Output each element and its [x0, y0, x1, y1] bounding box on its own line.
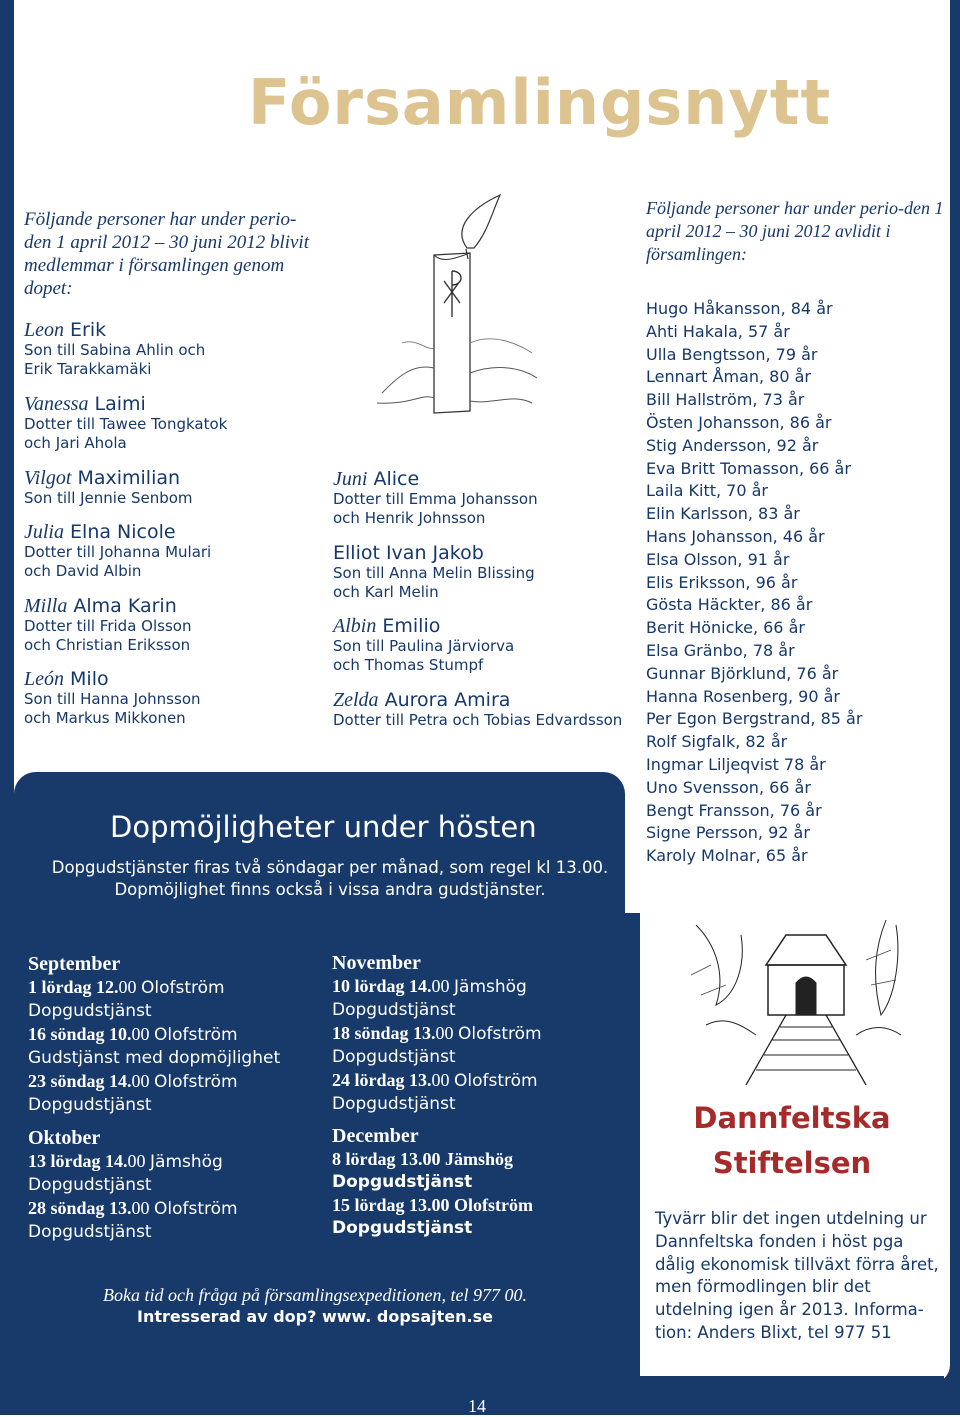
service-date: 23 söndag 14. [28, 1071, 132, 1091]
month-name: September [28, 953, 121, 975]
service-entry [332, 1194, 622, 1240]
deceased-person: Stig Andersson, 92 år [646, 435, 819, 455]
service-type: Dopgudstjänst [28, 1001, 152, 1021]
child-name [333, 542, 633, 564]
child-other-names: Erik [64, 319, 107, 341]
service-entry [28, 976, 318, 1023]
deceased-person: Elis Eriksson, 96 år [646, 572, 798, 592]
service-place: Olofström [154, 1072, 238, 1092]
service-type: Dopgudstjänst [28, 1095, 152, 1115]
baptism-entry [24, 521, 324, 581]
parents-line: och Jari Ahola [24, 434, 127, 452]
deceased-person: Laila Kitt, 70 år [646, 481, 768, 501]
child-first-name: Leon [24, 319, 64, 341]
child-name [24, 595, 324, 617]
service-entry [332, 1148, 622, 1194]
child-other-names: Elliot Ivan Jakob [333, 542, 484, 564]
parents-line: Son till Paulina Järviorva [333, 637, 515, 655]
parents-line: Son till Sabina Ahlin och [24, 341, 206, 359]
parents-line: Son till Hanna Johnsson [24, 690, 201, 708]
deceased-person: Uno Svensson, 66 år [646, 777, 811, 797]
child-first-name: Vilgot [24, 467, 72, 489]
month-name: November [332, 952, 421, 974]
child-name [24, 521, 324, 543]
service-entry [332, 1022, 622, 1069]
service-date: 13 lördag 14. [28, 1151, 128, 1171]
service-date: 16 söndag 10. [28, 1024, 132, 1044]
service-place: Olofström [154, 1199, 238, 1219]
dannfelt-title-line1: Dannfeltska [693, 1101, 891, 1135]
child-other-names: Aurora Amira [378, 689, 511, 711]
deceased-person: Per Egon Bergstrand, 85 år [646, 709, 863, 729]
service-entry [28, 1150, 318, 1197]
baptism-entry [24, 319, 324, 379]
baptism-entry [24, 668, 324, 728]
child-first-name: León [24, 668, 64, 690]
baptism-entry [333, 468, 633, 528]
service-date: 1 lördag 12. [28, 977, 119, 997]
month-name: December [332, 1125, 419, 1147]
service-time-rest: 00 [431, 976, 450, 996]
parents-line: och Christian Eriksson [24, 636, 191, 654]
deceased-person: Lennart Åman, 80 år [646, 367, 811, 387]
deceased-person: Ingmar Liljeqvist 78 år [646, 754, 826, 774]
baptism-entry [24, 393, 324, 453]
service-type: Dopgudstjänst [28, 1175, 152, 1195]
parents-line: och Markus Mikkonen [24, 709, 186, 727]
deceased-person: Bengt Fransson, 76 år [646, 800, 822, 820]
child-name [333, 468, 633, 490]
service-place: Olofström [154, 1025, 238, 1045]
parents-line: Dotter till Johanna Mulari [24, 543, 212, 561]
service-time-rest: 00 [118, 977, 137, 997]
interest-line: Intresserad av dop? www. dopsajten.se [137, 1307, 493, 1326]
service-type: Dopgudstjänst [332, 1047, 456, 1067]
baptism-entry [333, 689, 633, 730]
month-name: Oktober [28, 1127, 101, 1149]
parents-line: Son till Anna Melin Blissing [333, 564, 535, 582]
child-other-names: Alma Karin [67, 595, 177, 617]
dop-text-line2: Dopmöjlighet finns också i vissa andra gudstjänster. [114, 880, 546, 899]
parents-line: Son till Jennie Senbom [24, 489, 193, 507]
service-date: 18 söndag 13. [332, 1023, 436, 1043]
deceased-person: Elsa Olsson, 91 år [646, 549, 790, 569]
baptism-entry [24, 467, 324, 508]
deceased-person: Östen Johansson, 86 år [646, 412, 832, 432]
parents-line: och Henrik Johnsson [333, 509, 486, 527]
service-entry [28, 1197, 318, 1244]
deceased-person: Ulla Bengtsson, 79 år [646, 344, 818, 364]
month-block [332, 1125, 622, 1240]
dannfelt-title [640, 1096, 944, 1186]
child-first-name: Julia [24, 521, 64, 543]
dop-title: Dopmöjligheter under hösten [110, 810, 537, 844]
booking-info [40, 1284, 590, 1328]
service-place: Jämshög [454, 977, 527, 997]
child-first-name: Zelda [333, 689, 379, 711]
parents-line: och Karl Melin [333, 583, 439, 601]
child-other-names: Laimi [88, 393, 146, 415]
parents-line: Dotter till Emma Johansson [333, 490, 538, 508]
dannfelt-text: Tyvärr blir det ingen utdelning ur Dannfeltska fonden i höst pga dålig ekonomisk tillväxt förra året, men förmodlingen blir det utdelning igen år 2013. Informa-tion: Anders Blixt, tel 977 51 [655, 1209, 939, 1342]
service-date: 24 lördag 13. [332, 1070, 432, 1090]
deceased-person: Hans Johansson, 46 år [646, 526, 825, 546]
deceased-person: Eva Britt Tomasson, 66 år [646, 458, 851, 478]
child-other-names: Alice [367, 468, 420, 490]
deceased-person: Signe Persson, 92 år [646, 823, 810, 843]
service-entry [28, 1070, 318, 1117]
month-block [332, 952, 622, 1116]
booking-line: Boka tid och fråga på församlingsexpeditionen, tel 977 00. [103, 1285, 527, 1305]
deceased-person: Elin Karlsson, 83 år [646, 504, 800, 524]
deceased-person: Gösta Häckter, 86 år [646, 595, 813, 615]
parents-line: och Thomas Stumpf [333, 656, 484, 674]
child-name [24, 668, 324, 690]
service-type: Gudstjänst med dopmöjlighet [28, 1048, 281, 1068]
page-number: 14 [468, 1396, 486, 1416]
page-title: Församlingsnytt [248, 66, 832, 139]
service-date: 10 lördag 14. [332, 976, 432, 996]
chapel-illustration [686, 905, 906, 1085]
child-first-name: Albin [333, 615, 377, 637]
child-other-names: Milo [64, 668, 109, 690]
dop-text [40, 857, 620, 901]
service-date: 8 lördag 13.00 Jämshög [332, 1149, 514, 1169]
child-other-names: Maximilian [71, 467, 181, 489]
deceased-person: Ahti Hakala, 57 år [646, 321, 790, 341]
month-block [28, 953, 318, 1117]
parents-line: Dotter till Frida Olsson [24, 617, 192, 635]
service-entry [332, 1069, 622, 1116]
service-date: 15 lördag 13.00 Olofström [332, 1195, 533, 1215]
service-type: Dopgudstjänst [332, 1218, 473, 1238]
service-time-rest: 00 [131, 1024, 150, 1044]
deceased-person: Hanna Rosenberg, 90 år [646, 686, 840, 706]
baptism-entry [24, 595, 324, 655]
child-first-name: Juni [333, 468, 368, 490]
deceased-person: Rolf Sigfalk, 82 år [646, 732, 788, 752]
child-name [333, 689, 633, 711]
parents-line: Dotter till Tawee Tongkatok [24, 415, 228, 433]
parents-line: och David Albin [24, 562, 142, 580]
baptism-entry [333, 615, 633, 675]
deceased-person: Hugo Håkansson, 84 år [646, 299, 833, 318]
deceased-intro: Följande personer har under perio-den 1 april 2012 – 30 juni 2012 avlidit i församlingen: [646, 198, 944, 264]
child-name [24, 393, 324, 415]
child-first-name: Milla [24, 595, 68, 617]
service-type: Dopgudstjänst [332, 1000, 456, 1020]
service-type: Dopgudstjänst [332, 1094, 456, 1114]
parents-line: Dotter till Petra och Tobias Edvardsson [333, 711, 623, 729]
service-entry [332, 975, 622, 1022]
child-name [24, 467, 324, 489]
service-place: Olofström [458, 1024, 542, 1044]
service-time-rest: 00 [435, 1023, 454, 1043]
deceased-person: Elsa Gränbo, 78 år [646, 640, 795, 660]
child-first-name: Vanessa [24, 393, 89, 415]
child-other-names: Emilio [376, 615, 441, 637]
service-type: Dopgudstjänst [28, 1222, 152, 1242]
deceased-list [646, 298, 936, 868]
dannfelt-title-line2: Stiftelsen [712, 1146, 872, 1180]
deceased-person: Gunnar Björklund, 76 år [646, 663, 839, 683]
service-place: Olofström [141, 978, 225, 998]
dop-text-line1: Dopgudstjänster firas två söndagar per månad, som regel kl 13.00. [51, 858, 609, 877]
service-date: 28 söndag 13. [28, 1198, 132, 1218]
service-place: Jämshög [150, 1152, 223, 1172]
service-time-rest: 00 [131, 1198, 150, 1218]
service-place: Olofström [454, 1071, 538, 1091]
service-entry [28, 1023, 318, 1070]
deceased-person: Bill Hallström, 73 år [646, 390, 805, 410]
deceased-person: Berit Hönicke, 66 år [646, 618, 805, 638]
child-name [24, 319, 324, 341]
service-time-rest: 00 [127, 1151, 146, 1171]
service-time-rest: 00 [431, 1070, 450, 1090]
child-name [333, 615, 633, 637]
baptism-intro: Följande personer har under perio-den 1 april 2012 – 30 juni 2012 blivit medlemmar i församlingen genom dopet: [24, 209, 309, 299]
candle-illustration [372, 193, 542, 433]
month-block [28, 1127, 318, 1244]
service-type: Dopgudstjänst [332, 1172, 473, 1192]
service-time-rest: 00 [131, 1071, 150, 1091]
child-other-names: Elna Nicole [64, 521, 176, 543]
baptism-entry [333, 542, 633, 602]
deceased-person: Karoly Molnar, 65 år [646, 846, 808, 866]
parents-line: Erik Tarakkamäki [24, 360, 152, 378]
